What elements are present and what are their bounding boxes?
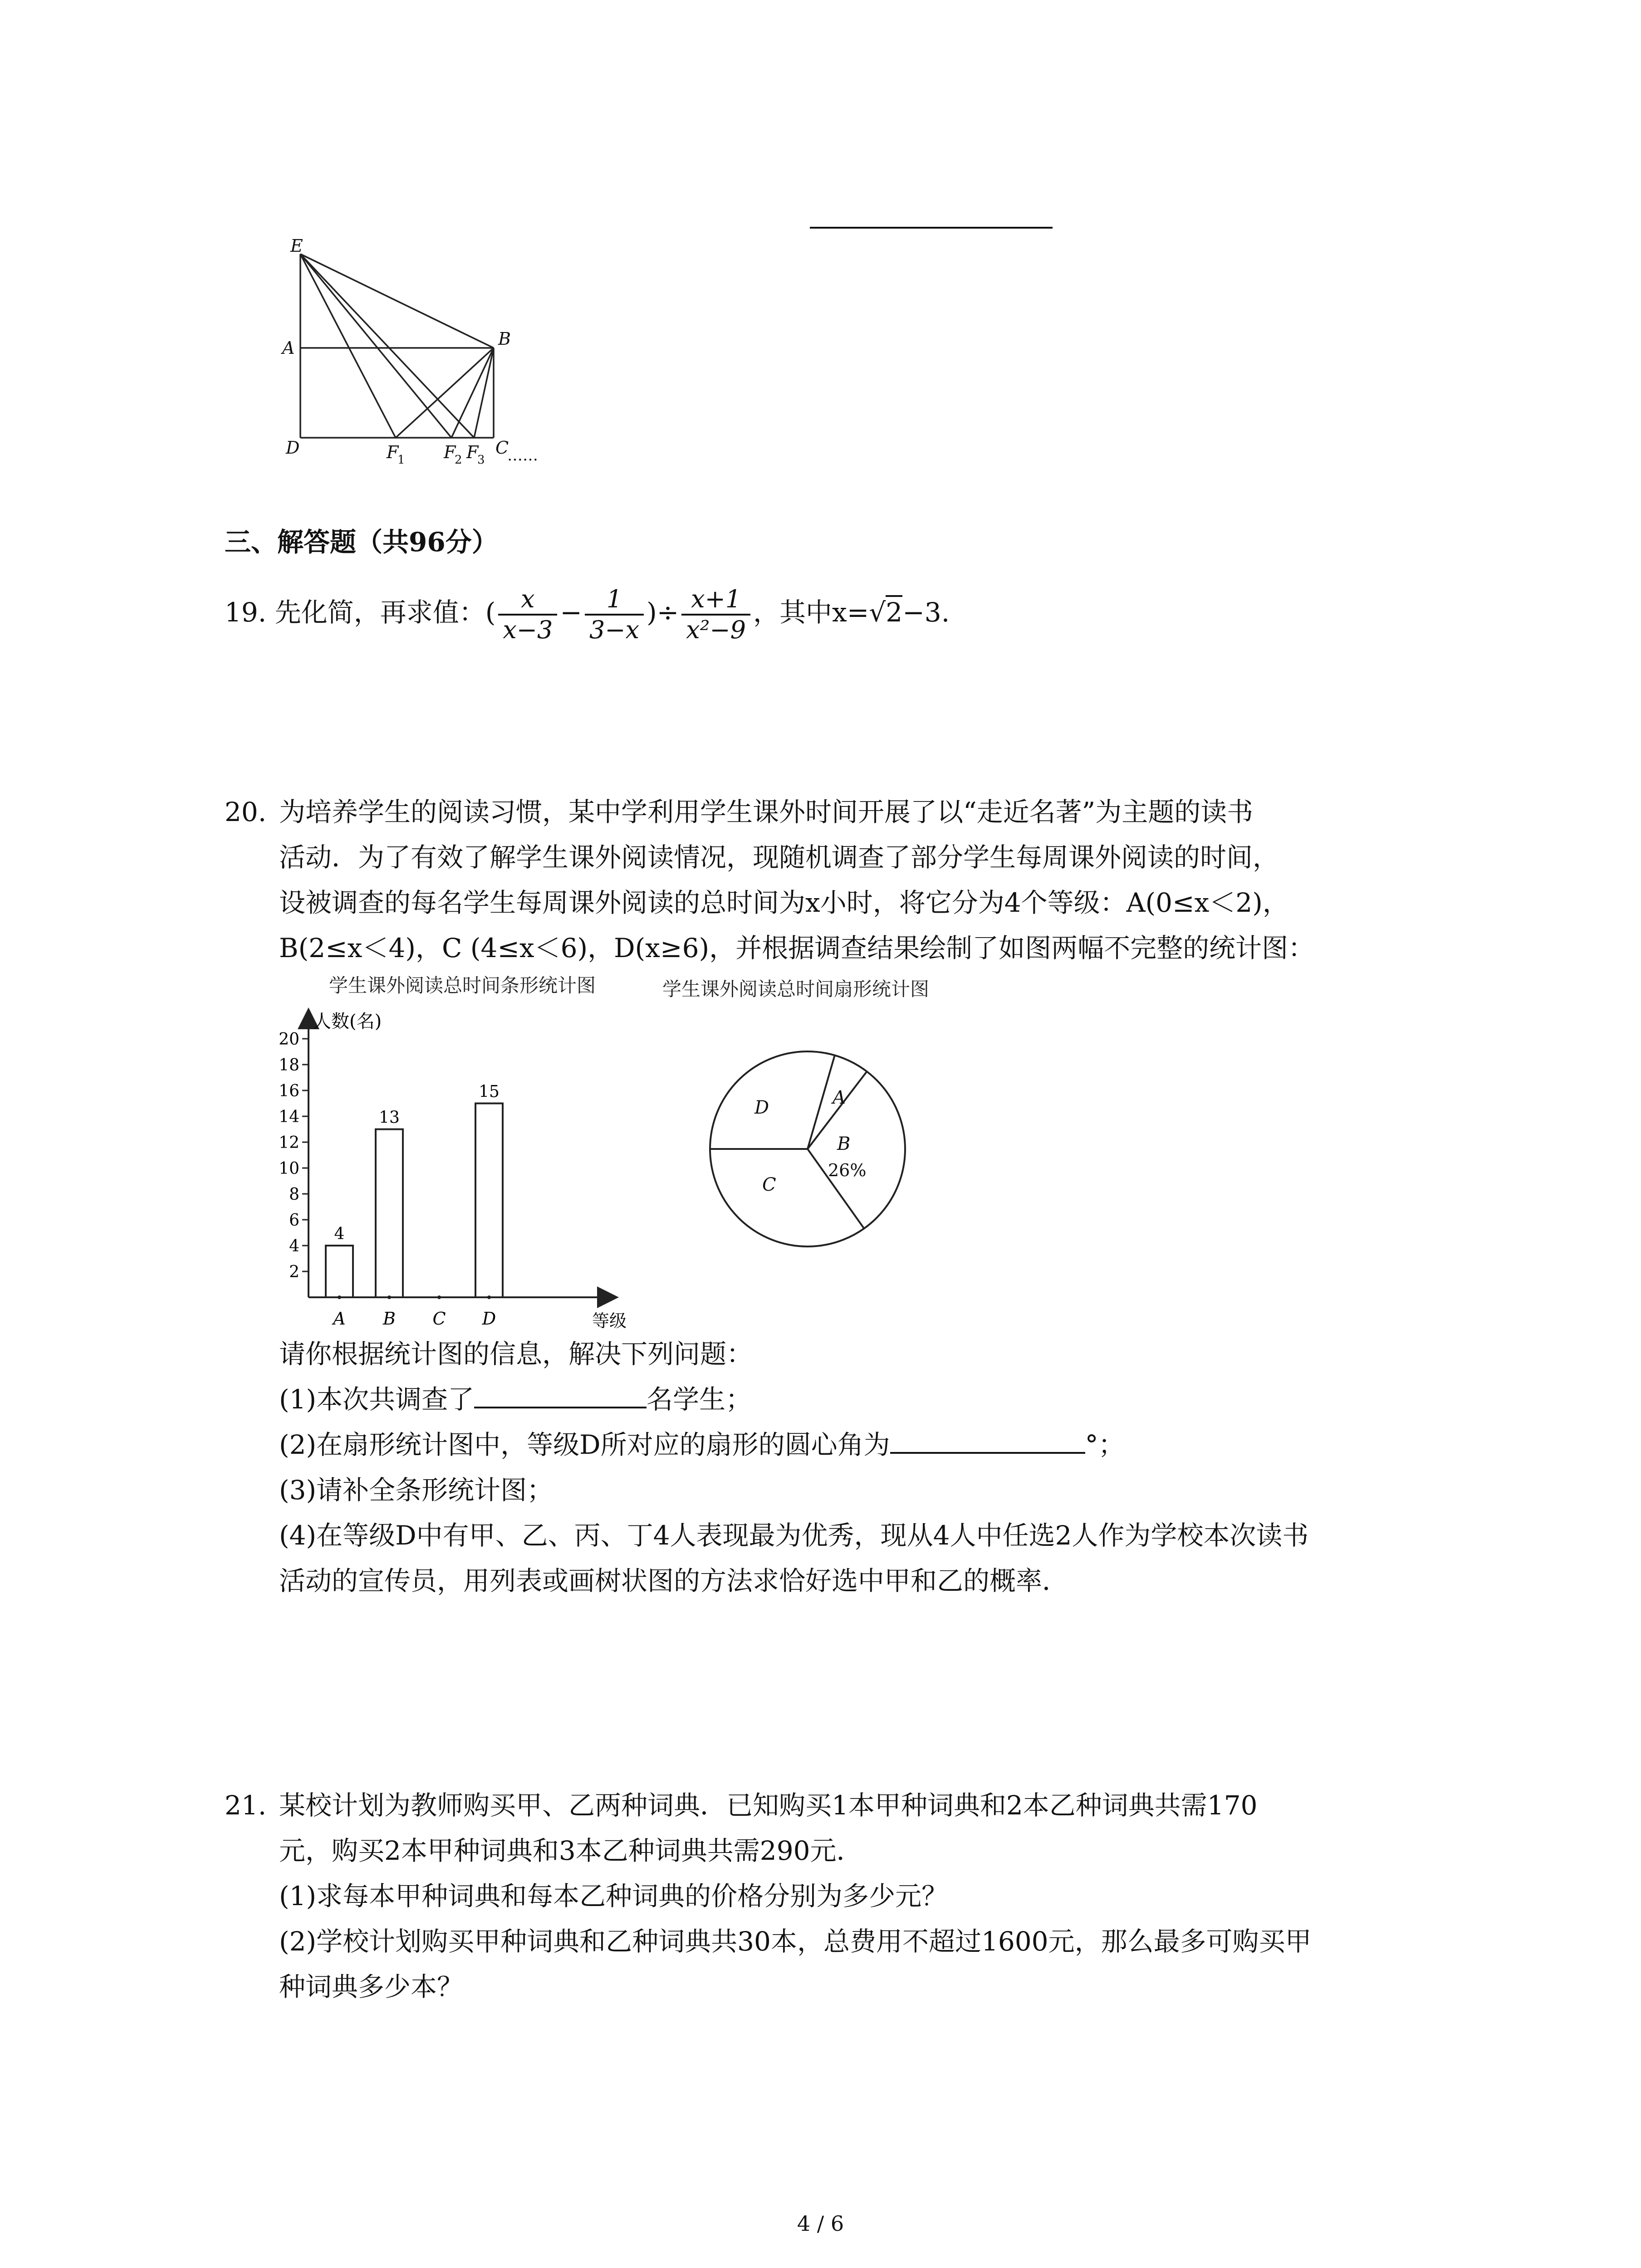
label-C: C	[495, 438, 509, 458]
q20-part-3: (3)请补全条形统计图；	[279, 1475, 554, 1505]
q20-instruction: 请你根据统计图的信息，解决下列问题：	[279, 1339, 753, 1369]
label-E: E	[290, 236, 303, 256]
q19-fraction-1: $\frac{x}{x-3}$	[498, 585, 557, 645]
y-axis-label: 人数(名)	[313, 1011, 382, 1032]
y-tick-label: 12	[279, 1134, 299, 1152]
x-tick-dot	[387, 1295, 391, 1299]
pie-label-A: A	[833, 1087, 846, 1108]
q21-number: 21.	[225, 1790, 267, 1821]
label-F2-sub: 2	[455, 453, 462, 467]
label-F1-sub: 1	[397, 453, 405, 467]
q20-part-1: (1)本次共调查了 名学生；	[279, 1377, 752, 1422]
line-EF3	[300, 254, 474, 438]
q20-part-4b: 活动的宣传员，用列表或画树状图的方法求恰好选中甲和乙的概率．	[279, 1565, 1069, 1596]
line-EB	[300, 254, 494, 348]
pie-label-C: C	[762, 1174, 776, 1195]
bar-chart-title: 学生课外阅读总时间条形统计图	[329, 974, 596, 997]
line-BF1	[396, 348, 494, 438]
q20-line-1: 为培养学生的阅读习惯，某中学利用学生课外时间开展了以“走近名著”为主题的读书	[279, 797, 1254, 827]
q20-part-2: (2)在扇形统计图中，等级D所对应的扇形的圆心角为 °；	[279, 1422, 1125, 1467]
bar-chart	[263, 1002, 635, 1338]
pie-boundary-D-A	[808, 1055, 835, 1149]
q20-blank-1	[474, 1379, 647, 1408]
label-F2: F	[444, 442, 456, 462]
q21-line-1: 某校计划为教师购买甲、乙两种词典．已知购买1本甲种词典和2本乙种词典共需170	[279, 1790, 1258, 1821]
y-tick-label: 14	[279, 1108, 299, 1126]
x-tick-dot	[338, 1295, 341, 1299]
question-19: 19. 先化简，再求值：( $\frac{x}{x-3}$ − $\frac{1}{3-x}$ )÷ $\frac{x+1}{\text{x²−9}}$ ，其中x=√2−3.	[225, 584, 950, 644]
q19-fraction-3: $\frac{x+1}{\text{x²−9}}$	[681, 585, 750, 645]
data-label-B: 13	[379, 1108, 400, 1127]
label-F3: F	[466, 442, 479, 462]
line-BF3	[474, 348, 494, 438]
label-B: B	[498, 329, 511, 349]
pie-label-D: D	[754, 1097, 769, 1118]
q19-prefix: 先化简，再求值：(	[274, 597, 496, 628]
q21-line-2: 元，购买2本甲种词典和3本乙种词典共需290元．	[279, 1835, 863, 1866]
section-title: 三、解答题（共96分）	[225, 527, 498, 557]
data-label-A: 4	[334, 1225, 345, 1243]
label-A: A	[282, 338, 295, 358]
pie-chart-title: 学生课外阅读总时间扇形统计图	[662, 978, 930, 1000]
q20-line-4: B(2≤x＜4)，C (4≤x＜6)，D(x≥6)，并根据调查结果绘制了如图两幅不完整的统计图：	[279, 933, 1315, 963]
q19-number: 19.	[225, 597, 267, 628]
pie-chart	[696, 1032, 932, 1268]
y-tick-label: 16	[279, 1082, 299, 1100]
label-F3-sub: 3	[477, 453, 485, 467]
x-tick-label-B: B	[383, 1309, 396, 1329]
y-tick-label: 8	[289, 1185, 299, 1204]
bar-A	[326, 1246, 353, 1297]
bar-B	[376, 1129, 403, 1298]
x-tick-label-C: C	[432, 1309, 446, 1329]
y-tick-label: 18	[279, 1056, 299, 1075]
x-tick-dot	[437, 1295, 441, 1299]
x-axis-label: 等级	[592, 1311, 627, 1331]
geometry-figure	[272, 231, 554, 476]
data-label-D: 15	[479, 1082, 500, 1101]
q19-fraction-2: $\frac{1}{3-x}$	[585, 585, 644, 645]
line-EF2	[300, 254, 451, 438]
q20-part-4a: (4)在等级D中有甲、乙、丙、丁4人表现最为优秀，现从4人中任选2人作为学校本次读书	[279, 1520, 1309, 1551]
x-tick-dot	[487, 1295, 491, 1299]
label-F1: F	[387, 442, 399, 462]
q20-line-3: 设被调查的每名学生每周课外阅读的总时间为x小时，将它分为4个等级：A(0≤x＜2)，	[279, 887, 1289, 918]
q20-blank-2	[890, 1425, 1085, 1454]
pie-label-B-percent: 26%	[828, 1160, 867, 1180]
q21-part-2a: (2)学校计划购买甲种词典和乙种词典共30本，总费用不超过1600元，那么最多可购买甲	[279, 1926, 1312, 1957]
y-tick-label: 4	[289, 1237, 299, 1256]
q20-number: 20.	[225, 797, 267, 827]
y-tick-label: 2	[289, 1263, 299, 1281]
label-dots: ……	[507, 446, 538, 464]
line-EF1	[300, 254, 396, 438]
answer-blank-q18	[810, 227, 1053, 229]
bar-D	[475, 1104, 503, 1298]
y-tick-label: 6	[289, 1211, 299, 1230]
line-BF2	[451, 348, 494, 438]
pie-label-B: B	[837, 1134, 851, 1154]
label-D: D	[286, 438, 300, 458]
y-tick-label: 20	[279, 1030, 299, 1049]
q19-sqrt: √	[869, 597, 886, 628]
x-tick-label-D: D	[482, 1309, 496, 1329]
q21-part-1: (1)求每本甲种词典和每本乙种词典的价格分别为多少元？	[279, 1881, 948, 1911]
q20-line-2: 活动．为了有效了解学生课外阅读情况，现随机调查了部分学生每周课外阅读的时间，	[279, 842, 1279, 873]
x-tick-label-A: A	[333, 1309, 346, 1329]
y-tick-label: 10	[279, 1159, 299, 1178]
page-number: 4 / 6	[797, 2211, 844, 2236]
q21-part-2b: 种词典多少本？	[279, 1971, 464, 2002]
